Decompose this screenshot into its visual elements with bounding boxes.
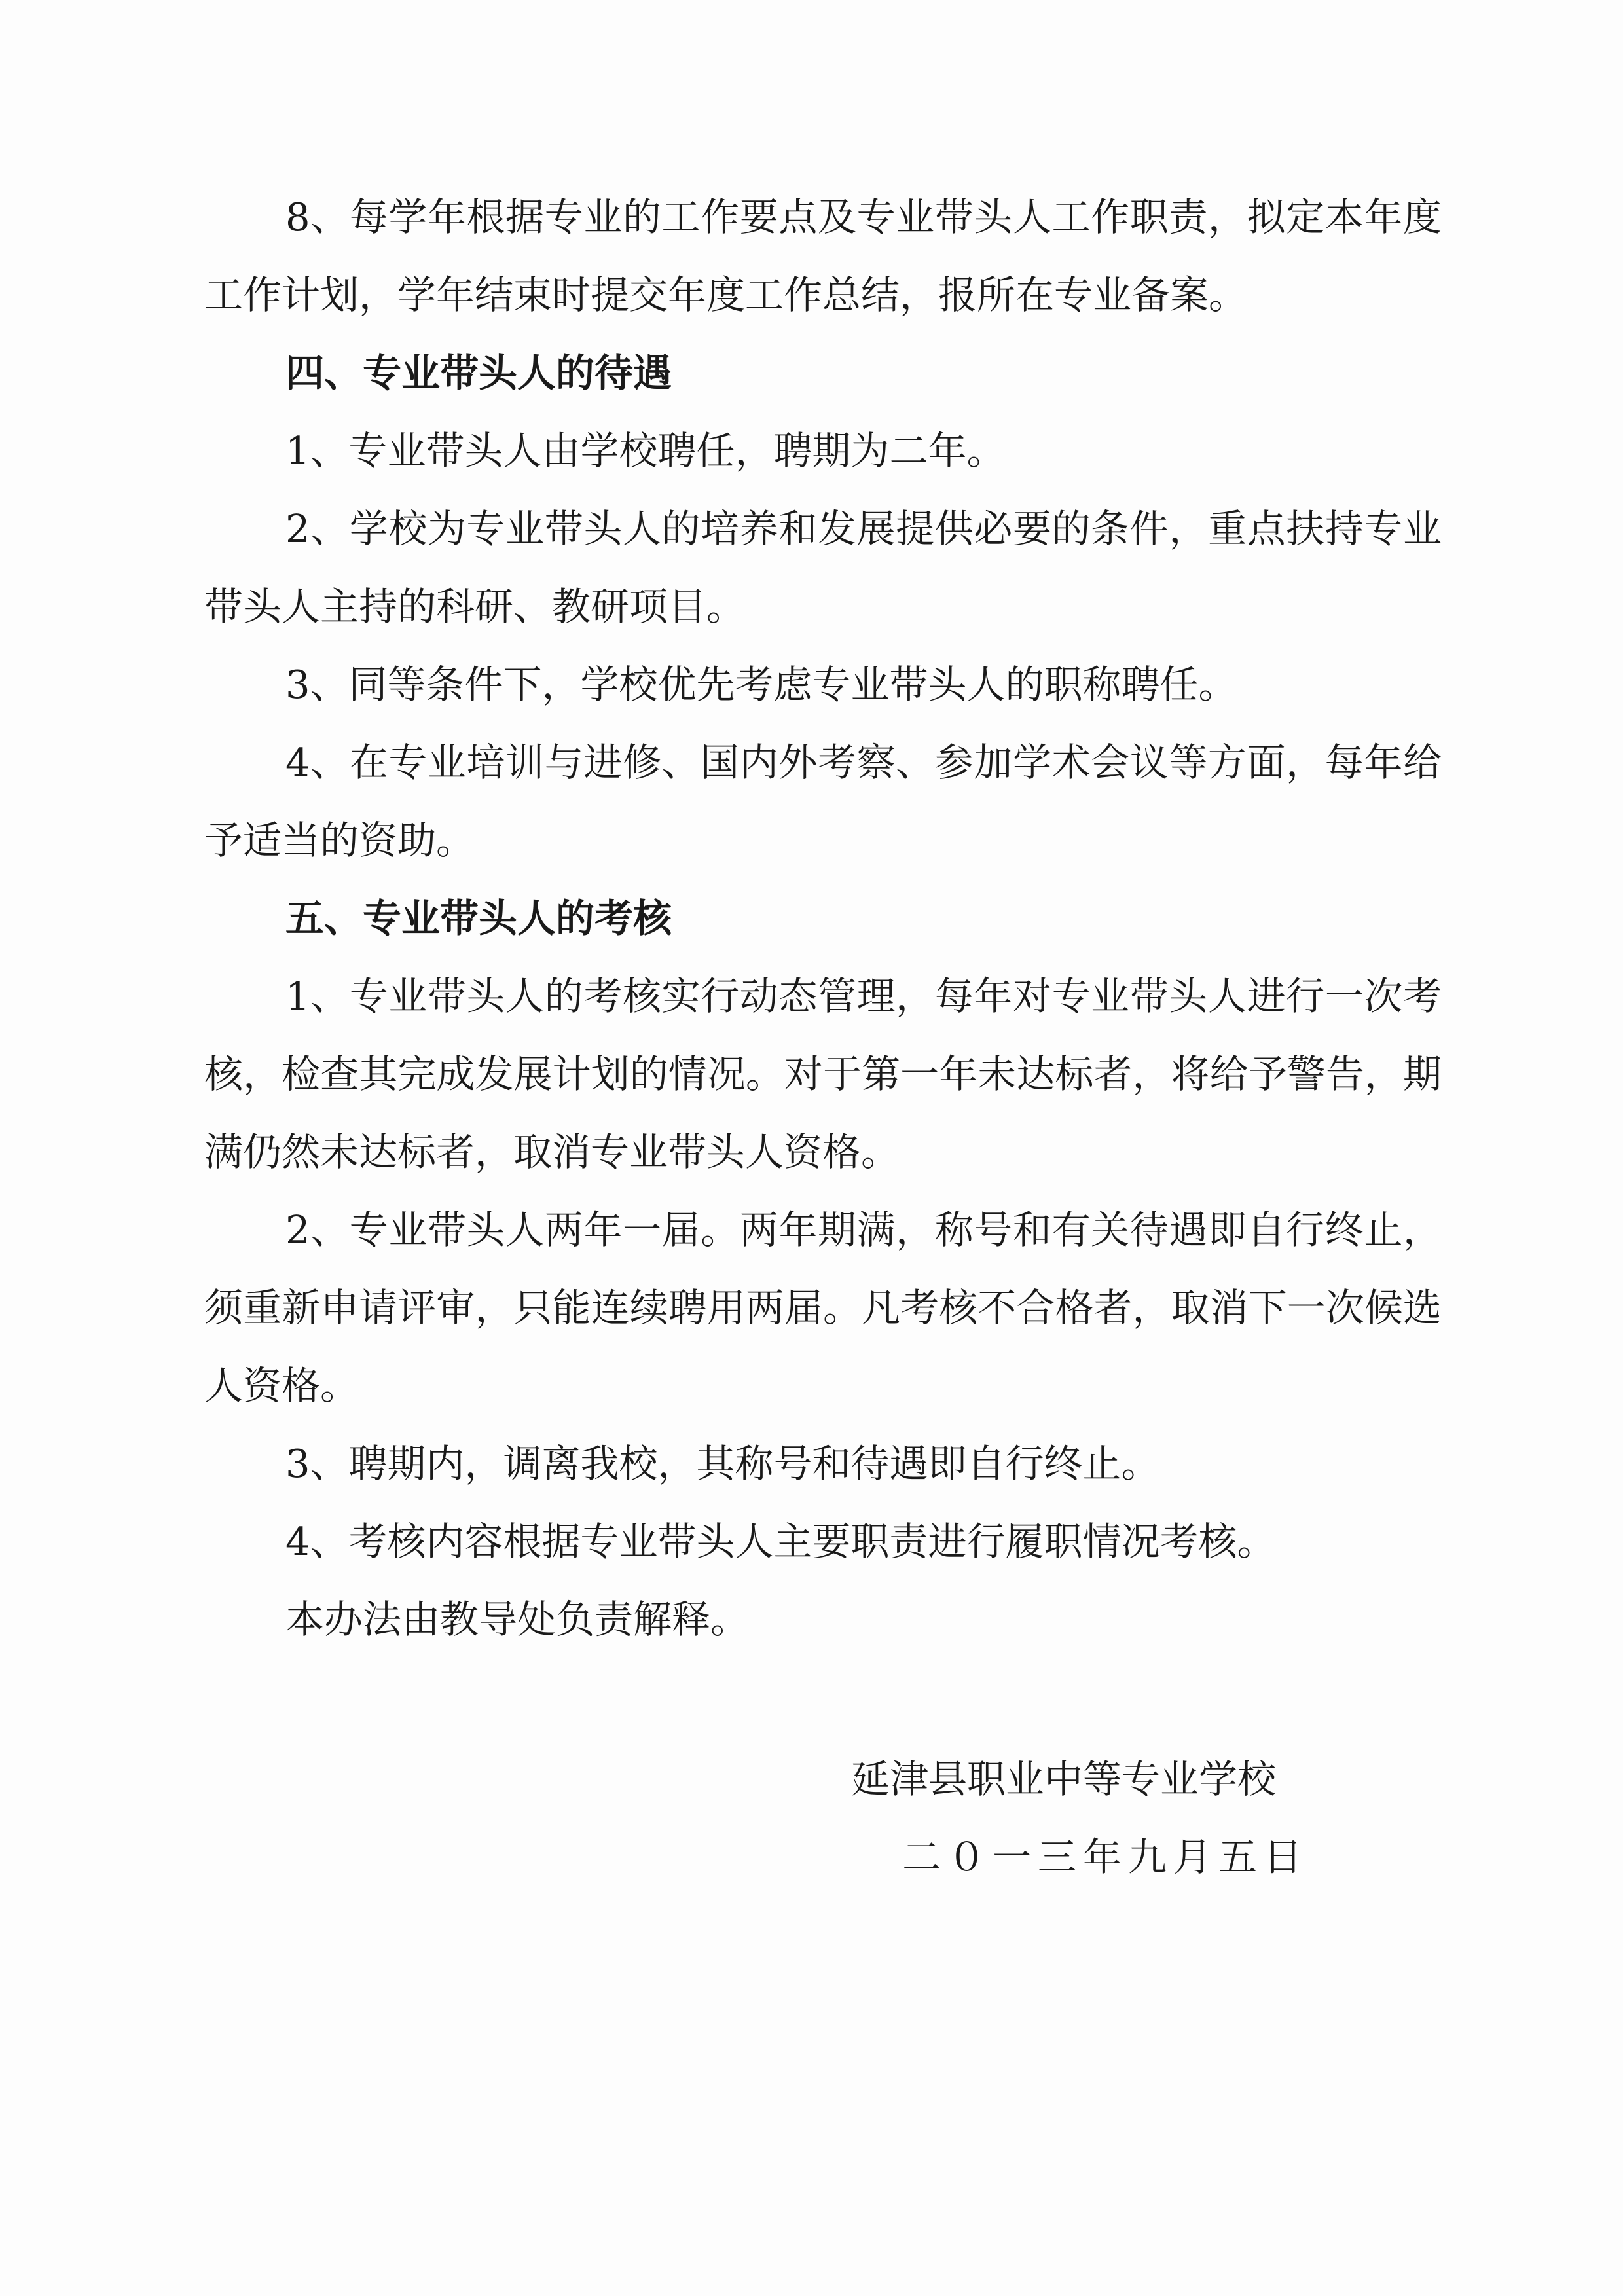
paragraph-item-8: 8、每学年根据专业的工作要点及专业带头人工作职责，拟定本年度工作计划，学年结束时提交年度工作总结，报所在专业备案。 <box>204 194 1442 318</box>
paragraph-benefit-4: 4、在专业培训与进修、国内外考察、参加学术会议等方面，每年给予适当的资助。 <box>204 740 1442 863</box>
section-heading-benefits: 四、专业带头人的待遇 <box>285 350 672 395</box>
paragraph-assessment-3: 3、聘期内，调离我校，其称号和待遇即自行终止。 <box>285 1441 1160 1486</box>
paragraph-assessment-2: 2、专业带头人两年一届。两年期满，称号和有关待遇即自行终止，须重新申请评审，只能连续聘用两届。凡考核不合格者，取消下一次候选人资格。 <box>204 1207 1442 1408</box>
signature-block <box>851 1740 1375 1896</box>
document-body <box>204 178 1442 1658</box>
paragraph-interpretation: 本办法由教导处负责解释。 <box>285 1597 750 1642</box>
signature-organization: 延津县职业中等专业学校 <box>851 1757 1277 1802</box>
paragraph-assessment-1: 1、专业带头人的考核实行动态管理，每年对专业带头人进行一次考核，检查其完成发展计划的情况。对于第一年未达标者，将给予警告，期满仍然未达标者，取消专业带头人资格。 <box>204 974 1442 1175</box>
paragraph-benefit-2: 2、学校为专业带头人的培养和发展提供必要的条件，重点扶持专业带头人主持的科研、教研项目。 <box>204 506 1442 629</box>
paragraph-assessment-4: 4、考核内容根据专业带头人主要职责进行履职情况考核。 <box>285 1519 1276 1564</box>
signature-date: 二０一三年九月五日 <box>902 1834 1309 1880</box>
paragraph-benefit-1: 1、专业带头人由学校聘任，聘期为二年。 <box>285 428 1006 473</box>
section-heading-assessment: 五、专业带头人的考核 <box>285 896 672 941</box>
paragraph-benefit-3: 3、同等条件下，学校优先考虑专业带头人的职称聘任。 <box>285 662 1237 707</box>
